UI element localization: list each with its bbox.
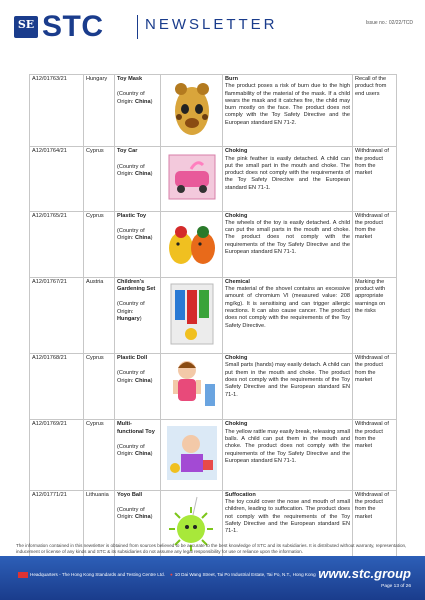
disclaimer: The information contained in this newsletter is obtained from sources believed to be accurate to the best knowledge of STC and its subsidiaries. It is distributed without warranty, representation, inducement or license of any kinds and STC & its subsidiaries do not assume any legal responsibility for use or reliance upon the information. — [16, 543, 407, 555]
product-cell — [115, 277, 161, 353]
reference-number: A12/01767/21 — [30, 277, 84, 353]
product-image — [161, 420, 223, 490]
reference-number: A12/01763/21 — [30, 75, 84, 147]
measures-taken: Recall of the product from end users — [353, 75, 397, 147]
measures-taken: Marking the product with appropriate warnings on the risks — [353, 277, 397, 353]
product-name: Toy Car — [117, 148, 138, 155]
address: ● 10 Dai Wang Street, Tai Po Industrial Estate, Tai Po, N.T., Hong Kong — [170, 572, 316, 577]
measures-taken: Withdrawal of the product from the market — [353, 211, 397, 277]
table-row — [30, 420, 397, 490]
country-of-origin: (Country of Origin: China) — [117, 91, 153, 105]
product-image — [161, 75, 223, 147]
country-of-origin: (Country of Origin: China) — [117, 507, 153, 521]
reference-number: A12/01764/21 — [30, 147, 84, 211]
notifying-country: Cyprus — [84, 211, 115, 277]
product-cell — [115, 354, 161, 420]
reference-number: A12/01771/21 — [30, 490, 84, 560]
plastic-toy-image — [161, 212, 222, 277]
notifying-country: Cyprus — [84, 354, 115, 420]
stc-logo-text: STC — [42, 10, 104, 43]
country-of-origin: (Country of Origin: China) — [117, 370, 153, 384]
product-cell — [115, 147, 161, 211]
notifying-country: Lithuania — [84, 490, 115, 560]
hq-flag-icon — [18, 572, 28, 578]
footer-bar — [0, 556, 425, 600]
description-text: The pink feather is easily detached. A child can put the small part in the mouth and choke. The product does not comply with the requirements of the Toy Safety Directive and the European standard EN 71-1. — [225, 155, 350, 191]
risk-description — [223, 75, 353, 147]
table-row — [30, 147, 397, 211]
product-image — [161, 211, 223, 277]
measures-taken: Withdrawal of the product from the market — [353, 147, 397, 211]
country-of-origin: (Country of Origin: China) — [117, 227, 153, 242]
hazard-type: Burn — [225, 76, 239, 82]
description-text: The yellow rattle may easily break, releasing small balls. A child can put them in the mouth and choke. The product does not comply with the requirements of the Toy Safety Directive and the European standard EN 71-1. — [225, 428, 350, 464]
product-cell — [115, 75, 161, 147]
stc-logo-mark: SE — [14, 16, 38, 38]
hazard-type: Choking — [225, 355, 248, 362]
notifying-country: Cyprus — [84, 420, 115, 490]
hazard-type: Choking — [225, 212, 248, 219]
headquarters: Headquarters - The Hong Kong Standards and Testing Centre Ltd. — [18, 572, 165, 578]
country-of-origin: (Country of Origin: China) — [117, 163, 153, 177]
hazard-type: Chemical — [225, 278, 250, 285]
product-name: Plastic Toy — [117, 212, 147, 219]
risk-description — [223, 420, 353, 490]
header-divider — [137, 15, 138, 39]
risk-description — [223, 147, 353, 211]
plastic-doll-image — [161, 354, 222, 419]
product-name: Multi-functional Toy — [117, 421, 155, 435]
table-row — [30, 75, 397, 147]
hazard-type: Choking — [225, 421, 248, 428]
risk-description — [223, 211, 353, 277]
issue-number: Issue no.: 02/22/TCD — [365, 20, 413, 26]
country-of-origin: (Country of Origin: Hungary) — [117, 301, 145, 323]
risk-description — [223, 354, 353, 420]
toy-car-image — [161, 147, 222, 210]
description-text: The wheels of the toy is easily detached. A child can put the small parts in the mouth and choke. The product does not comply with the requirements of the Toy Safety Directive and the European standard EN 71-1. — [225, 219, 350, 256]
reference-number: A12/01768/21 — [30, 354, 84, 420]
description-text: Small parts (hands) may easily detach. A child can put them in the mouth and choke. The product does not comply with the requirements of the Toy Safety Directive and the European standard EN 71-1. — [225, 362, 350, 398]
reference-number: A12/01769/21 — [30, 420, 84, 490]
measures-taken: Withdrawal of the product from the market — [353, 354, 397, 420]
gardening-set-image — [161, 278, 222, 353]
newsletter-title: NEWSLETTER — [145, 16, 278, 33]
website-link[interactable]: www.stc.group — [318, 566, 411, 581]
product-image — [161, 147, 223, 211]
table-row — [30, 277, 397, 353]
notifying-country: Cyprus — [84, 147, 115, 211]
recall-table — [29, 74, 397, 561]
hazard-type: Choking — [225, 148, 248, 155]
product-image — [161, 277, 223, 353]
product-name: Children's Gardening Set — [117, 278, 156, 293]
product-cell — [115, 420, 161, 490]
measures-taken: Withdrawal of the product from the market — [353, 490, 397, 560]
product-name: Toy Mask — [117, 76, 143, 82]
description-text: The material of the shovel contains an excessive amount of chromium VI (measured value: 208 mg/kg). It is sensitising and can trigger allergic reactions. It can also cause cancer. The product does not comply with the requirements of the Toy Safety Directive. — [225, 286, 350, 329]
newsletter-header — [0, 0, 425, 46]
mask-image — [161, 75, 222, 146]
risk-description — [223, 277, 353, 353]
description-text: The product poses a risk of burn due to the high flammability of the material of the mask. If a child wears the mask and it catches fire, the child may burn mostly on the face. The product does not comply with the Toy Safety Directive and the European standard EN 71-2. — [225, 83, 350, 126]
multi-toy-image — [161, 420, 222, 489]
product-image — [161, 354, 223, 420]
hazard-type: Suffocation — [225, 491, 256, 498]
table-row — [30, 211, 397, 277]
notifying-country: Austria — [84, 277, 115, 353]
country-of-origin: (Country of Origin: China) — [117, 444, 153, 458]
measures-taken: Withdrawal of the product from the market — [353, 420, 397, 490]
page-number: Page 13 of 26 — [381, 584, 411, 589]
product-name: Plastic Doll — [117, 355, 148, 362]
description-text: The toy could cover the nose and mouth of small children, leading to suffocation. The product does not comply with the requirements of the Toy Safety Directive and the European standard EN 71-1. — [225, 499, 350, 535]
location-pin-icon: ● — [170, 572, 173, 577]
reference-number: A12/01765/21 — [30, 211, 84, 277]
product-name: Yoyo Ball — [117, 491, 143, 498]
notifying-country: Hungary — [84, 75, 115, 147]
table-row — [30, 354, 397, 420]
product-cell — [115, 211, 161, 277]
